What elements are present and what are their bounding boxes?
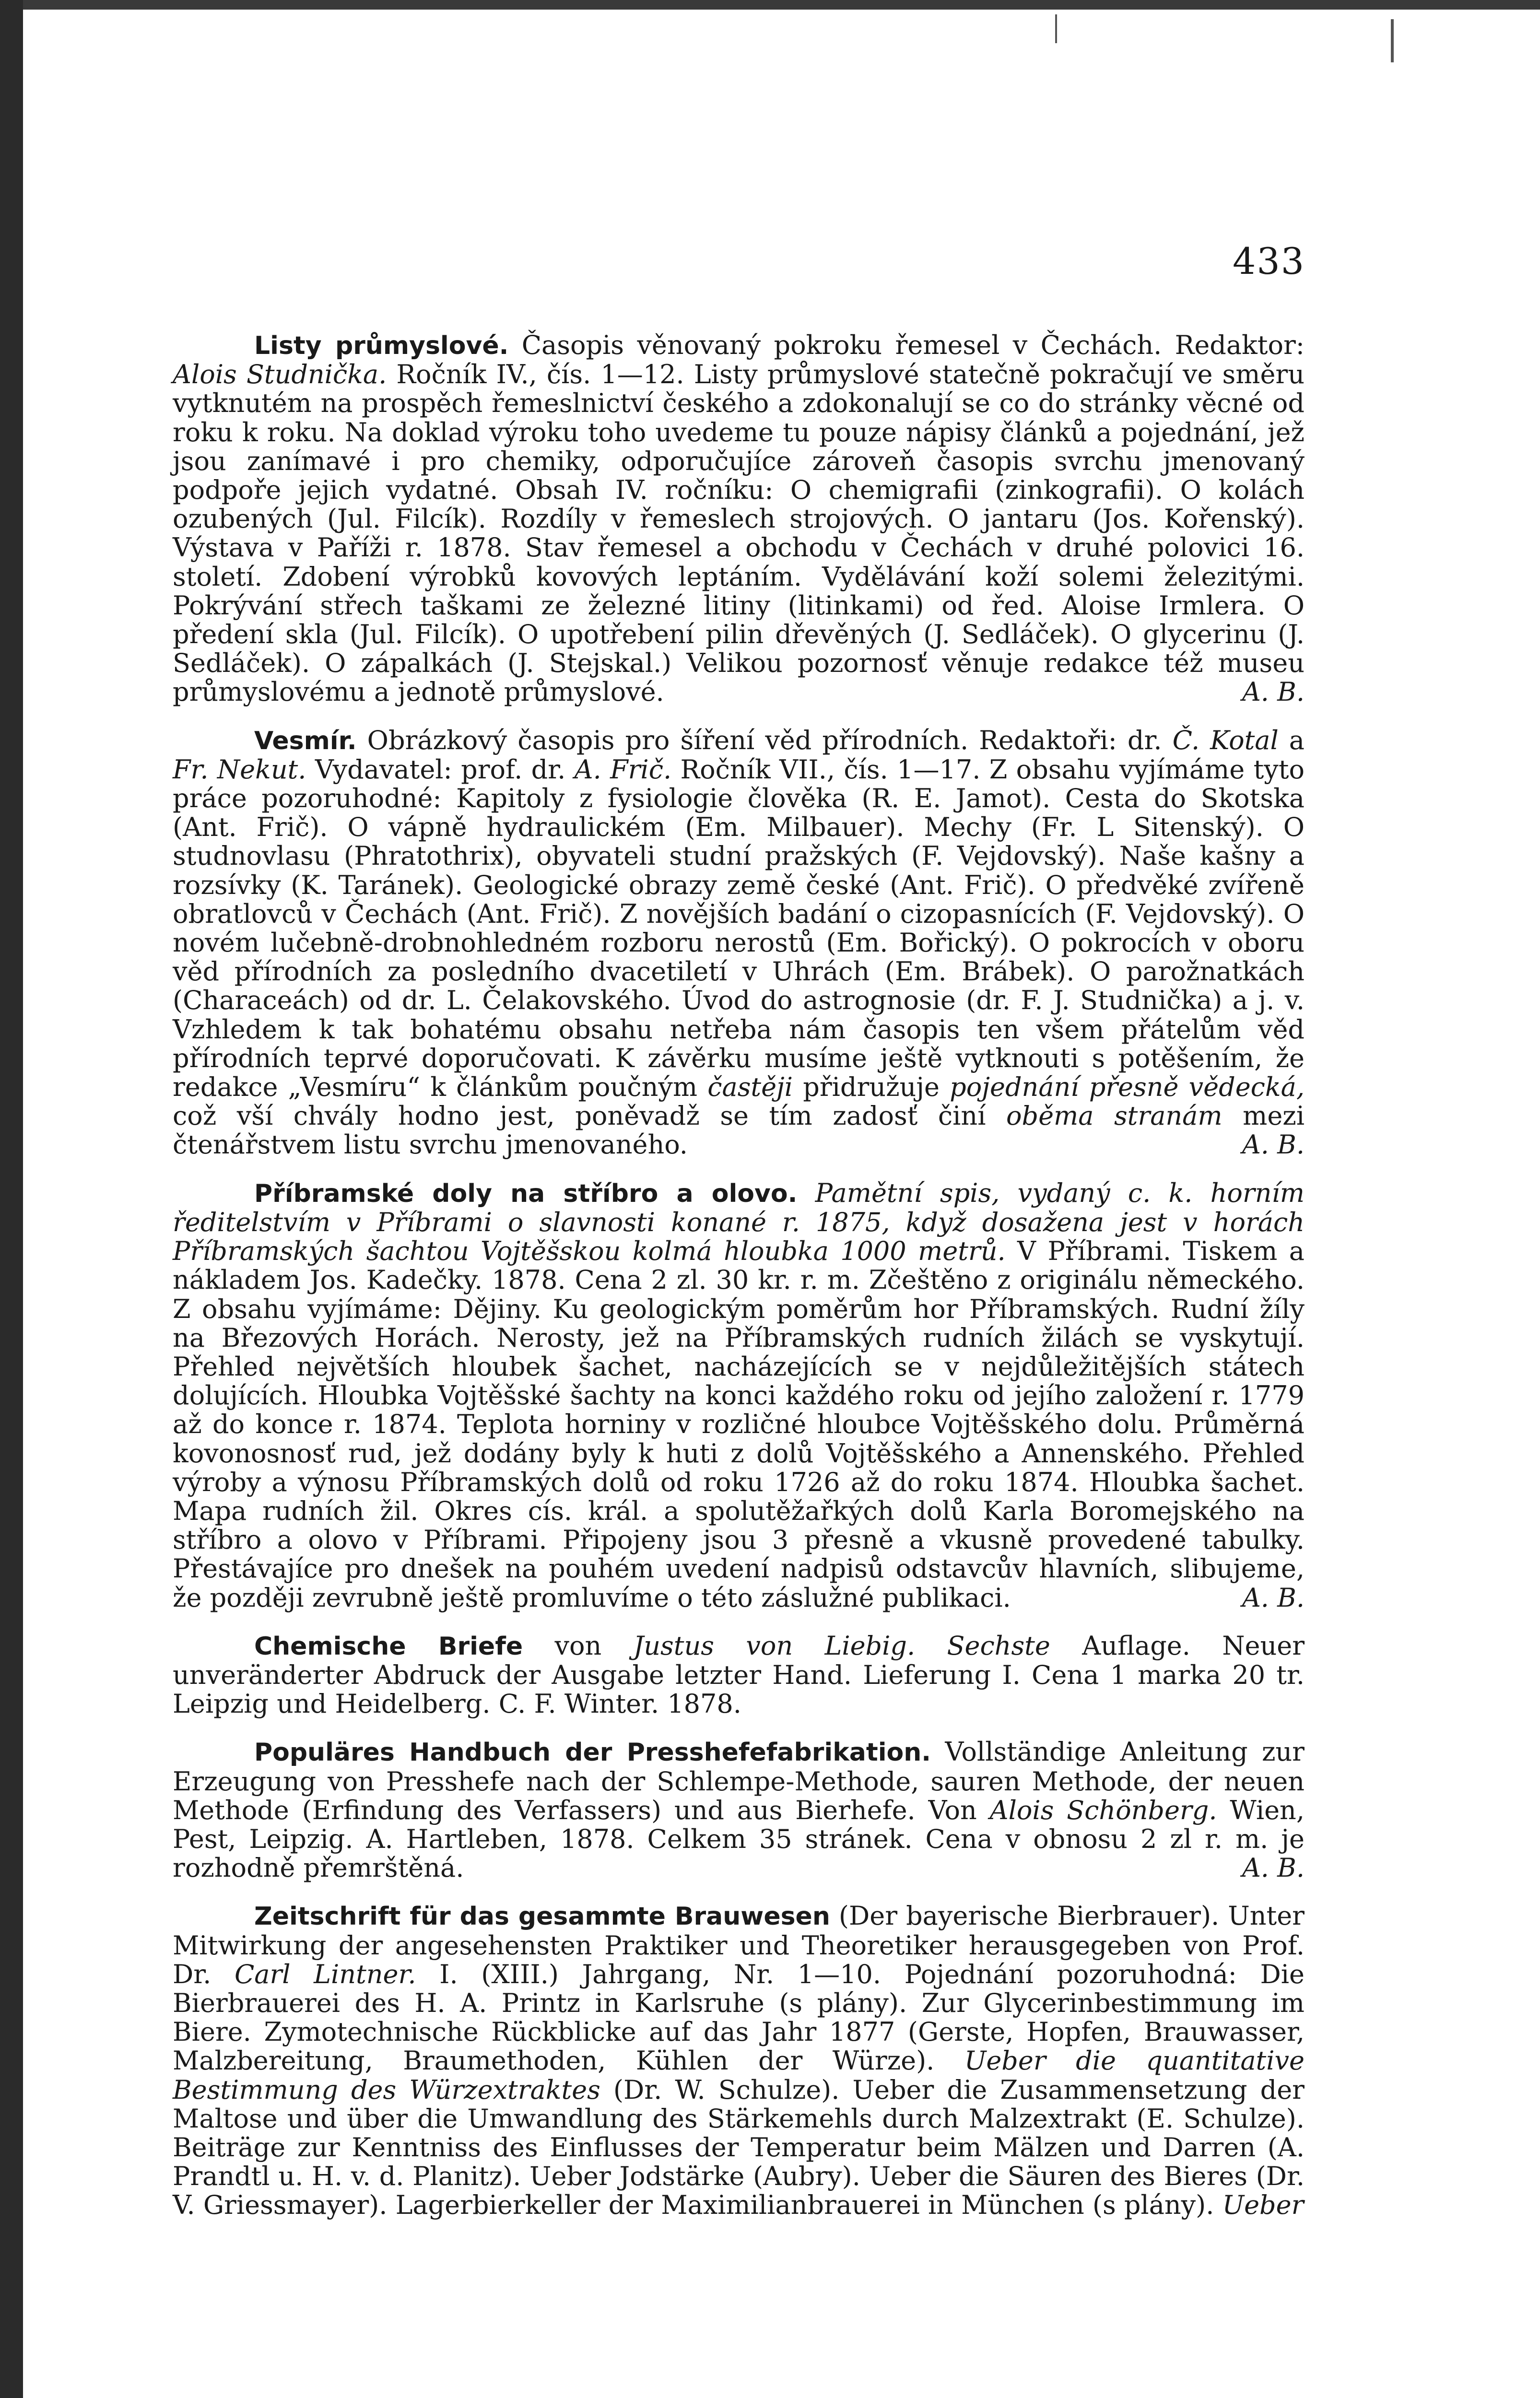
entry-text: Ročník IV., čís. 1—12. Listy průmyslové statečně pokračují ve směru vytknutém na prospěch řemeslnictví českého a zdokonalují se co do stránky věcné od roku k roku. Na doklad výroku toho uvedeme tu pouze nápisy článků a pojednání, jež jsou zanímavé i pro chemiky, odporučujíce zároveň časopis svrchu jmenovaný podpoře jejich vydatné. Obsah IV. ročníku: O chemigrafii (zinkografii). O kolách ozubených (Jul. Filcík). Rozdíly v řemeslech strojových. O jantaru (Jos. Kořenský). Výstava v Paříži r. 1878. Stav řemesel a obchodu v Čechách v druhé polovici 16. století. Zdobení výrobků kovových leptáním. Vydělávání koží solemi železitými. Pokrývání střech taškami ze železné litiny (litinkami) od řed. Aloise Irmlera. O předení skla (Jul. Filcík). O upotřebení pilin dřevěných (J. Sedláček). O glycerinu (J. Sedláček). O zápalkách (J. Stejskal.) Velikou pozornosť věnuje redakce též museu průmyslovému a jednotě průmyslové. xyxy=(173,359,1305,707)
entry-text: Wien, Pest, Leipzig. A. Hartleben, 1878. Celkem 35 stránek. Cena v obnosu 2 zl r. m. je rozhodně přemrštěná. xyxy=(173,1795,1305,1883)
review-column xyxy=(173,331,1305,2239)
page-number: 433 xyxy=(1233,240,1305,282)
scan-edge-left xyxy=(0,0,23,2398)
entry-signature: A. B. xyxy=(1242,677,1305,707)
entry-text: Vollständige Anleitung zur Erzeugung von Presshefe nach der Schlempe-Methode, sauren Methode, der neuen Methode (Erfindung des Verfassers) und aus Bierhefe. Von xyxy=(173,1737,1305,1825)
entry-italic: Č. Kotal xyxy=(1172,725,1279,755)
scan-speck xyxy=(1055,14,1057,43)
scan-edge-top xyxy=(0,0,1540,10)
review-entry-vesmir xyxy=(173,726,1305,1160)
entry-heading: Vesmír. xyxy=(254,726,357,755)
review-entry-chemische-briefe xyxy=(173,1632,1305,1719)
entry-signature: A. B. xyxy=(1242,1129,1305,1160)
entry-text: Auflage. Neuer unveränderter Abdruck der Ausgabe letzter Hand. Lieferung I. Cena 1 marka 20 tr. Leipzig und Heidelberg. C. F. Winter. 1878. xyxy=(173,1630,1305,1719)
entry-italic: A. Frič. xyxy=(574,754,672,785)
entry-italic: Alois Studnička. xyxy=(173,359,387,390)
entry-italic: oběma stranám xyxy=(1006,1101,1223,1131)
entry-text: I. (XIII.) Jahrgang, Nr. 1—10. Pojednání pozoruhodná: Die Bierbrauerei des H. A. Printz in Karlsruhe (s plány). Zur Glycerinbestimmung im Biere. Zymotechnische Rückblicke auf das Jahr 1877 (Gerste, Hopfen, Brauwasser, Malzbereitung, Braumethoden, Kühlen der Würze). xyxy=(173,1959,1305,2076)
entry-text: Obrázkový časopis pro šíření věd přírodních. Redaktoři: dr. xyxy=(356,725,1173,755)
entry-italic: Fr. Nekut. xyxy=(173,754,306,785)
entry-text: (Dr. W. Schulze). Ueber die Zusammensetzung der Maltose und über die Umwandlung des Stärkemehls durch Malzextrakt (E. Schulze). Beiträge zur Kenntniss des Einflusses der Temperatur beim Mälzen und Darren (A. Prandtl u. H. v. d. Planitz). Ueber Jodstärke (Aubry). Ueber die Säuren des Bieres (Dr. V. Griessmayer). Lagerbierkeller der Maximilianbrauerei in München (s plány). xyxy=(173,2074,1305,2221)
review-entry-brauwesen xyxy=(173,1902,1305,2220)
entry-signature: A. B. xyxy=(1242,1853,1305,1883)
review-entry-presshefefabrikation xyxy=(173,1738,1305,1882)
entry-signature: A. B. xyxy=(1242,1582,1305,1613)
entry-text: Vydavatel: prof. dr. xyxy=(306,754,575,785)
entry-text: což vší chvály hodno jest, poněvadž se tím zadosť činí xyxy=(173,1101,1006,1131)
review-entry-pribramske-doly xyxy=(173,1179,1305,1612)
entry-italic: Justus von Liebig. Sechste xyxy=(633,1630,1050,1661)
entry-text: a xyxy=(1278,725,1305,755)
entry-text: V Příbrami. Tiskem a nákladem Jos. Kadečky. 1878. Cena 2 zl. 30 kr. r. m. Zčeštěno z originálu německého. Z obsahu vyjímáme: Dějiny. Ku geologickým poměrům hor Příbramských. Rudní žíly na Březových Horách. Nerosty, jež na Příbramských rudních žilách se vyskytují. Přehled největších hloubek šachet, nacházejících se v nejdůležitějších státech dolujících. Hloubka Vojtěšské šachty na konci každého roku od jejího založení r. 1779 až do konce r. 1874. Teplota horniny v rozličné hloubce Vojtěšského dolu. Průměrná kovonosnosť rud, jež dodány byly k huti z dolů Vojtěšského a Annenského. Přehled výroby a výnosu Příbramských dolů od roku 1726 až do roku 1874. Hloubka šachet. Mapa rudních žil. Okres cís. král. a spolutěžařkých dolů Karla Boromejského na stříbro a olovo v Příbrami. Připojeny jsou 3 přesně a vkusně provedené tabulky. Přestávajíce pro dnešek na pouhém uvedení nadpisů odstavcův hlavních, slibujeme, že později zevrubně ještě promluvíme o této záslužné publikaci. xyxy=(173,1236,1305,1613)
entry-text: (Der bayerische Bierbrauer). Unter Mitwirkung der angesehensten Praktiker und Theoretiker herausgegeben von Prof. Dr. xyxy=(173,1901,1305,1989)
entry-italic: Carl Lintner. xyxy=(234,1959,416,1989)
entry-heading: Příbramské doly na stříbro a olovo. xyxy=(254,1179,798,1208)
review-entry-listy-prumyslove xyxy=(173,331,1305,707)
entry-heading: Chemische Briefe xyxy=(254,1632,523,1661)
entry-text: von xyxy=(523,1630,634,1661)
entry-heading: Populäres Handbuch der Presshefefabrikation. xyxy=(254,1738,931,1767)
entry-italic: častěji xyxy=(707,1072,793,1103)
entry-text: Časopis věnovaný pokroku řemesel v Čechách. Redaktor: xyxy=(508,330,1305,360)
scan-speck xyxy=(1391,19,1394,62)
entry-heading: Listy průmyslové. xyxy=(254,331,509,360)
entry-text: mezi čtenářstvem listu svrchu jmenovaného. xyxy=(173,1101,1305,1160)
entry-text: přidružuje xyxy=(793,1072,950,1103)
entry-italic: Alois Schönberg. xyxy=(989,1795,1217,1825)
entry-text: Ročník VII., čís. 1—17. Z obsahu vyjímáme tyto práce pozoruhodné: Kapitoly z fysiologie člověka (R. E. Jamot). Cesta do Skotska (Ant. Frič). O vápně hydraulickém (Em. Milbauer). Mechy (Fr. L Sitenský). O studnovlasu (Phratothrix), obyvateli studní pražských (F. Vejdovský). Naše kašny a rozsívky (K. Taránek). Geologické obrazy země české (Ant. Frič). O předvěké zvířeně obratlovců v Čechách (Ant. Frič). Z novějších badání o cizopasnících (F. Vejdovský). O novém lučebně-drobnohledném rozboru nerostů (Em. Bořický). O pokrocích v oboru věd přírodních za posledního dvacetiletí v Uhrách (Em. Brábek). O parožnatkách (Characeách) od dr. L. Čelakovského. Úvod do astrognosie (dr. F. J. Studnička) a j. v. Vzhledem k tak bohatému obsahu netřeba nám časopis ten všem přátelům věd přírodních teprvé doporučovati. K závěrku musíme ještě vytknouti s potěšením, že redakce „Vesmíru“ k článkům poučným xyxy=(173,754,1305,1103)
entry-heading: Zeitschrift für das gesammte Brauwesen xyxy=(254,1902,830,1931)
entry-italic: Ueber xyxy=(1222,2190,1304,2221)
entry-italic: Pamětní spis, vydaný c. k. horním ředitelstvím v Příbrami o slavnosti konané r. 1875, když dosažena jest v horách Příbramských šachtou Vojtěšskou kolmá hloubka 1000 metrů. xyxy=(173,1177,1305,1267)
entry-italic: Ueber die quantitative Bestimmung des Würzextraktes xyxy=(173,2045,1305,2105)
entry-italic: pojednání přesně vědecká, xyxy=(950,1072,1305,1103)
